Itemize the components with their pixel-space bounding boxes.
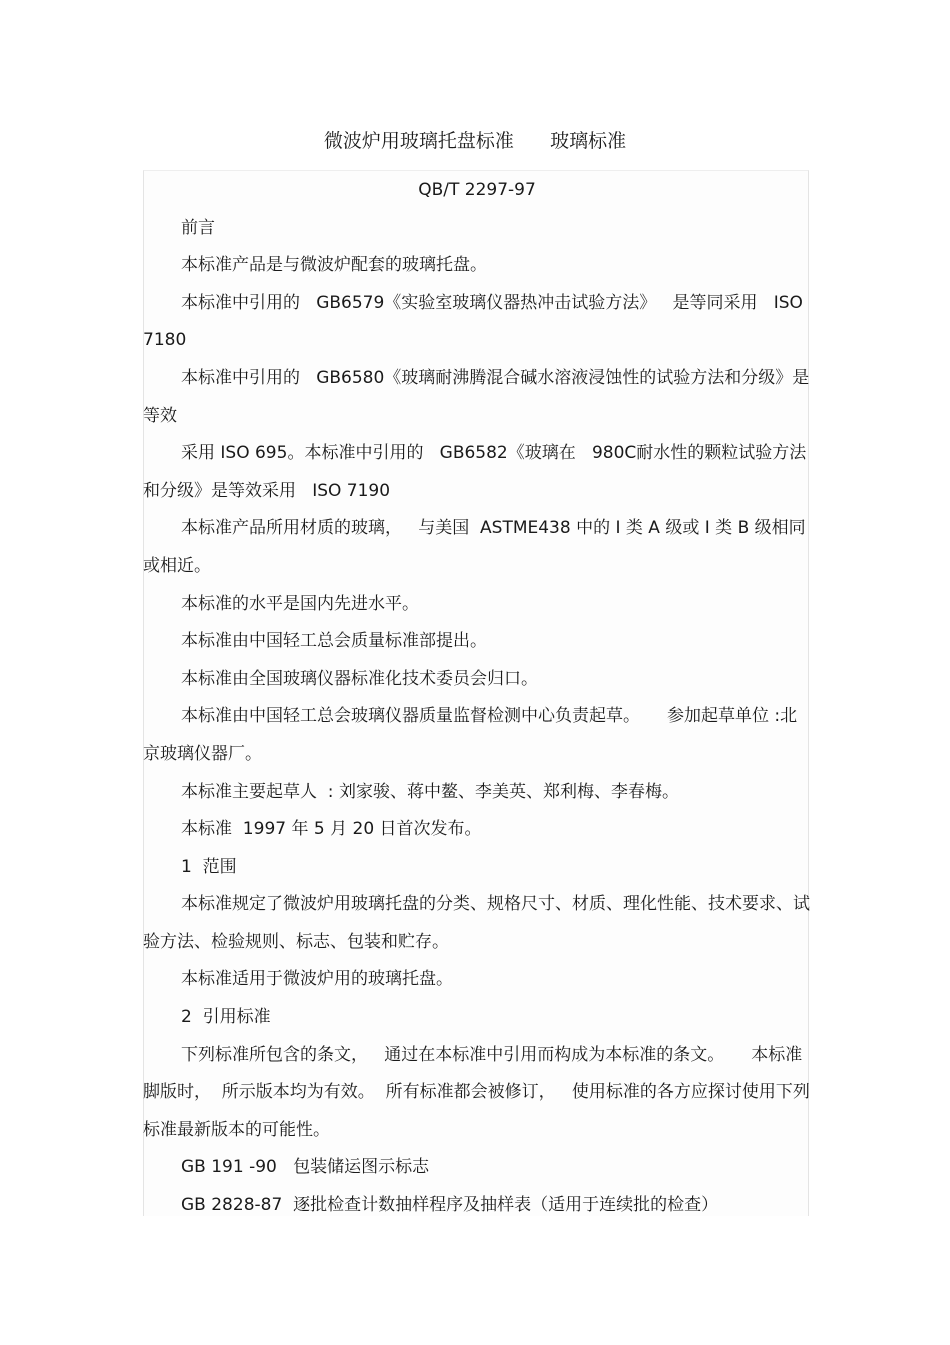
section-heading-references: 2 引用标准 <box>181 1007 271 1028</box>
paragraph: 本标准产品所用材质的玻璃， 与美国 ASTME438 中的 Ⅰ 类 A 级或 Ⅰ 类 B 级相同或相近。 <box>143 518 806 576</box>
paragraph: 本标准由中国轻工总会质量标准部提出。 <box>181 631 487 652</box>
paragraph: 本标准规定了微波炉用玻璃托盘的分类、规格尺寸、材质、理化性能、技术要求、试验方法、检验规则、标志、包装和贮存。 <box>143 894 810 952</box>
paragraph: 本标准主要起草人 : 刘家骏、蒋中鳌、李美英、郑利梅、李春梅。 <box>181 781 679 802</box>
paragraph: 本标准 1997 年 5 月 20 日首次发布。 <box>181 819 482 840</box>
paragraph: 本标准由中国轻工总会玻璃仪器质量监督检测中心负责起草。 参加起草单位 :北京玻璃仪器厂。 <box>143 706 798 764</box>
document-body <box>143 172 811 1225</box>
standard-code: QB/T 2297-97 <box>418 180 536 200</box>
reference-item: GB 191 -90 包装储运图示标志 <box>181 1157 430 1178</box>
paragraph: 本标准的水平是国内先进水平。 <box>181 593 419 614</box>
section-heading-scope: 1 范围 <box>181 856 237 877</box>
paragraph: 本标准中引用的 GB6580《玻璃耐沸腾混合碱水溶液浸蚀性的试验方法和分级》是等效 <box>143 367 810 426</box>
reference-item: GB 2828-87 逐批检查计数抽样程序及抽样表（适用于连续批的检查） <box>181 1195 719 1216</box>
paragraph: 本标准由全国玻璃仪器标准化技术委员会归口。 <box>181 668 538 689</box>
section-heading-preface: 前言 <box>181 217 215 238</box>
paragraph: 本标准中引用的 GB6579《实验室玻璃仪器热冲击试验方法》 是等同采用 ISO 7180 <box>143 292 809 351</box>
document-title: 微波炉用玻璃托盘标准 玻璃标准 <box>323 130 627 152</box>
paragraph: 本标准产品是与微波炉配套的玻璃托盘。 <box>181 255 487 276</box>
paragraph: 下列标准所包含的条文， 通过在本标准中引用而构成为本标准的条文。 本标准脚版时， 所示版本均为有效。 所有标准都会被修订， 使用标准的各方应探讨使用下列标准最新版本的可能性。 <box>143 1044 810 1140</box>
paragraph: 本标准适用于微波炉用的玻璃托盘。 <box>181 969 453 990</box>
paragraph: 采用 ISO 695。本标准中引用的 GB6582《玻璃在 980C耐水性的颗粒试验方法和分级》是等效采用 ISO 7190 <box>143 443 807 501</box>
